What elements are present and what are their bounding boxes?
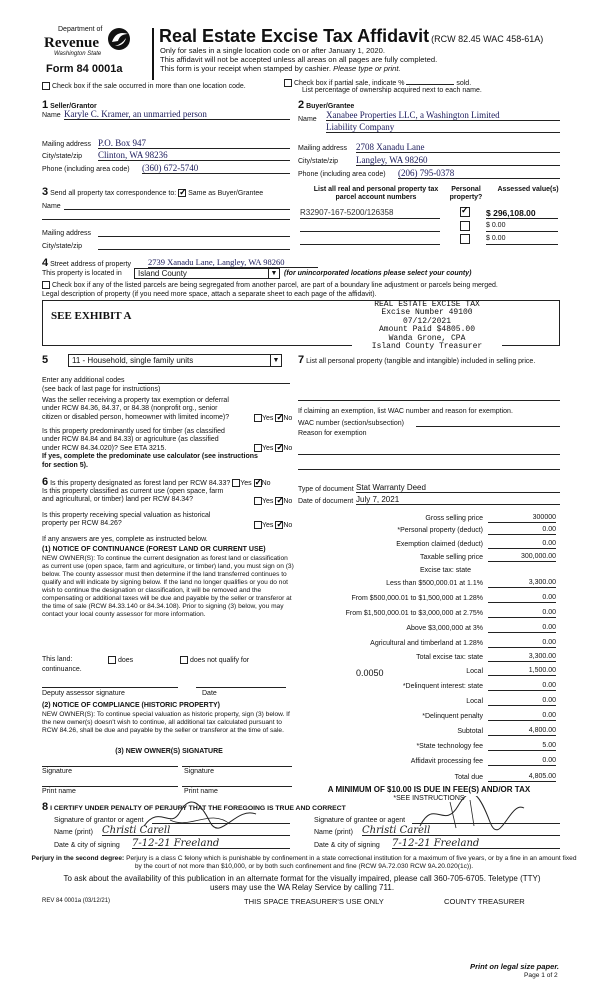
forest-no-checkbox[interactable]: [254, 479, 262, 487]
doc-type-row: Type of document Stat Warranty Deed: [298, 486, 560, 494]
grantee-signature-scribble: [410, 796, 530, 832]
subtotal-field[interactable]: 4,800.00: [488, 727, 556, 736]
seller-phone-row: Phone (including area code) (360) 672-5740: [42, 166, 290, 174]
historic-question: Is this property receiving special valuation as historical property per RCW 84.26?: [42, 512, 211, 528]
section3-mailing-row: Mailing address: [42, 230, 290, 238]
new-owner-print-2[interactable]: [182, 779, 292, 787]
minimum-note: A MINIMUM OF $10.00 IS DUE IN FEE(S) AND/OR TAX: [327, 785, 531, 794]
deputy-date-label: Date: [202, 690, 217, 697]
timber-question: Is this property predominantly used for timber (as classified under RCW 84.84 and 84.33) or agriculture (as classified under RCW 84.34.020)? See ETA 3215. If yes, complete the predominate use calculator (see instructions for section 5).: [42, 428, 258, 469]
form-number: Form 84 0001a: [46, 63, 123, 75]
legal-description-text: SEE EXHIBIT A: [51, 310, 132, 322]
current-use-yes-checkbox[interactable]: [254, 497, 262, 505]
page-title: [159, 26, 543, 48]
codes-note: (see back of last page for instructions): [42, 386, 161, 393]
section3-city-row: City/state/zip: [42, 243, 290, 251]
gross-price-row: Gross selling price 300000: [425, 514, 556, 522]
dept-state: Washington State: [54, 51, 102, 57]
penalty-row: *Delinquent penalty 0.00: [422, 712, 556, 720]
excise-state-label: Excise tax: state: [420, 567, 471, 574]
personal-row-1: [460, 207, 470, 217]
dept-name: Revenue: [44, 35, 99, 51]
new-owner-print-1[interactable]: [42, 779, 178, 787]
current-use-yes-no: Yes ✓ No: [254, 497, 292, 506]
page-number: Page 1 of 2: [524, 972, 558, 979]
partial-sale-note: List percentage of ownership acquired next to each name.: [302, 87, 482, 94]
parcel-row-1[interactable]: R32907-167-5200/126358: [300, 208, 440, 219]
seller-mailing-field[interactable]: P.O. Box 947: [98, 138, 290, 149]
buyer-name-field-1[interactable]: Xanabee Properties LLC, a Washington Limited: [326, 110, 560, 121]
buyer-name-row: Name Xanabee Properties LLC, a Washington Limited Liability Company: [298, 116, 560, 124]
parcel-row-3[interactable]: [300, 235, 440, 245]
delinquent-local-field[interactable]: 0.00: [488, 697, 556, 706]
grantor-date-row: Date & city of signing 7-12-21 Freeland: [54, 842, 290, 850]
rcw-reference: (RCW 82.45 WAC 458-61A): [431, 34, 544, 44]
if-yes-note: If any answers are yes, complete as instructed below.: [42, 536, 208, 543]
grantor-name-row: Name (print) Christi Carell: [54, 829, 290, 837]
exemption-no-checkbox[interactable]: [275, 414, 283, 422]
local-rate: 0.0050: [356, 668, 384, 678]
timber-yes-checkbox[interactable]: [254, 444, 262, 452]
revenue-swirl-icon: [106, 26, 132, 52]
tech-fee-row: *State technology fee 5.00: [416, 742, 556, 750]
grantor-signature-scribble: [140, 800, 260, 834]
grantee-date-row: Date & city of signing 7-12-21 Freeland: [314, 842, 560, 850]
buyer-mailing-row: Mailing address 2708 Xanadu Lane: [298, 145, 560, 153]
this-land-row: This land: does does not qualify for: [42, 656, 250, 664]
exempt-label: If claiming an exemption, list WAC number and reason for exemption.: [298, 408, 513, 415]
treasurer-use-label: THIS SPACE TREASURER'S USE ONLY: [244, 897, 384, 906]
segregated-checkbox[interactable]: [42, 281, 50, 289]
partial-sale-check: Check box if partial sale, indicate % sold.: [284, 78, 471, 88]
penalty-field[interactable]: 0.00: [488, 712, 556, 721]
current-use-question: Is this property classified as current use (open space, farm and agricultural, or timber) land per RCW 84.34?: [42, 488, 224, 504]
seller-name-row: Name Karyle C. Kramer, an unmarried person: [42, 112, 290, 120]
tier5-field[interactable]: 0.00: [488, 639, 556, 648]
exemption-yes-checkbox[interactable]: [254, 414, 262, 422]
tier1-field[interactable]: 3,300.00: [488, 579, 556, 588]
tier3-field[interactable]: 0.00: [488, 609, 556, 618]
section3-name-field[interactable]: [64, 201, 290, 210]
same-as-buyer-checkbox[interactable]: [178, 189, 186, 197]
section3-mailing-field[interactable]: [98, 228, 290, 237]
total-state-field[interactable]: 3,300.00: [488, 653, 556, 662]
total-due-field[interactable]: 4,805.00: [488, 773, 556, 782]
buyer-name-field-2[interactable]: Liability Company: [326, 122, 560, 133]
section3-name-row: Name: [42, 203, 290, 211]
subtotal-row: Subtotal 4,800.00: [457, 727, 556, 735]
local-tax-field[interactable]: 1,500.00: [488, 667, 556, 676]
assessed-row-3[interactable]: $ 0.00: [486, 235, 558, 245]
county-note: (for unincorporated locations please select your county): [284, 270, 472, 277]
total-state-row: Total excise tax: state 3,300.00: [416, 653, 556, 661]
tier3-row: From $1,500,000.01 to $3,000,000 at 2.75% 0.00: [345, 609, 556, 617]
delinquent-state-field[interactable]: 0.00: [488, 682, 556, 691]
header-note-2: This affidavit will not be accepted unless all areas on all pages are fully completed.: [160, 55, 438, 64]
header-note-3: This form is your receipt when stamped by cashier. Please type or print.: [160, 64, 401, 73]
assessed-col-header: Assessed value(s): [497, 186, 559, 193]
tier4-field[interactable]: 0.00: [488, 624, 556, 633]
use-code-select[interactable]: 11 - Household, single family units ▼: [68, 354, 282, 367]
tier1-row: Less than $500,000.01 at 1.1% 3,300.00: [386, 579, 556, 587]
exemption-yes-no: Yes ✓ No: [254, 414, 292, 423]
header-divider: [152, 28, 154, 80]
perjury-notice: Perjury in the second degree: Perjury is a class C felony which is punishable by confinement in a state correctional institution for a maximum of five years, or by a fine in an amount fixed by the court of not more than $10,000, or by both such confinement and fine (RCW 9A.72.030 RCW 9A.20.020(1c)).: [31, 855, 577, 871]
notice1-body: NEW OWNER(S): To continue the current designation as forest land or classification as current use (open space, farm and agriculture, or timber) land, you must sign on (3) below. The county assessor must then determine if the land transferred continues to qualify and will indicate by signing below. If the land no longer qualifies or you do not wish to continue the designation or classification, it will be removed and the compensating or additional taxes will be due and payable by the seller or transferor at the time of sale (RCW 84.33.140 or 84.34.108). Prior to signing (3) below, you may contact your local county assessor for more information.: [42, 555, 294, 619]
deputy-signature-label: Deputy assessor signature: [42, 690, 125, 697]
personal-checkbox-1[interactable]: [460, 207, 470, 217]
tech-fee-field[interactable]: 5.00: [488, 742, 556, 751]
personal-deduct-row: *Personal property (deduct) 0.00: [397, 526, 556, 534]
buyer-heading: 2 Buyer/Grantee: [298, 99, 355, 111]
signature-label-2: Signature: [184, 768, 214, 775]
treasurer-stamp: REAL ESTATE EXCISE TAX Excise Number 49100 07/12/2021 Amount Paid $4805.00 Wanda Grone, CPA Island County Treasurer: [352, 301, 502, 351]
notice1-title: (1) NOTICE OF CONTINUANCE (FOREST LAND OR CURRENT USE): [42, 546, 266, 553]
wac-number-field[interactable]: [416, 418, 560, 427]
affidavit-fee-field[interactable]: 0.00: [488, 757, 556, 766]
forest-yes-checkbox[interactable]: [232, 479, 240, 487]
personal-col-header: Personal property?: [449, 186, 483, 202]
doc-type-field[interactable]: Stat Warranty Deed: [356, 483, 560, 493]
personal-row-3: [460, 234, 470, 244]
land-does-not-checkbox[interactable]: [180, 656, 188, 664]
notice2-title: (2) NOTICE OF COMPLIANCE (HISTORIC PROPERTY): [42, 702, 220, 709]
print-name-label-2: Print name: [184, 788, 218, 795]
buyer-city-field[interactable]: Langley, WA 98260: [356, 155, 560, 166]
grantor-sig-row: Signature of grantor or agent: [54, 817, 290, 825]
buyer-phone-row: Phone (including area code) (206) 795-0378: [298, 171, 560, 179]
land-does-checkbox[interactable]: [108, 656, 116, 664]
multi-location-checkbox[interactable]: [42, 82, 50, 90]
section4-street-row: 4 Street address of property 2739 Xanadu Lane, Langley, WA 98260: [42, 257, 562, 270]
notice2-body: NEW OWNER(S): To continue special valuation as historic property, sign (3) below. If the new owner(s) doesn't wish to continue, all additional tax calculated pursuant to RCW 84.26, shall be due and payable by the seller or transferor at the time of sale.: [42, 711, 290, 735]
print-name-label-1: Print name: [42, 788, 76, 795]
historic-no-checkbox[interactable]: [275, 521, 283, 529]
buyer-phone-field[interactable]: (206) 795-0378: [398, 168, 560, 179]
grantee-name-row: Name (print) Christi Carell: [314, 829, 560, 837]
assessed-row-2[interactable]: $ 0.00: [486, 222, 558, 232]
continuance-label: continuance.: [42, 666, 82, 673]
legal-size-note: Print on legal size paper.: [470, 962, 560, 971]
section5-num: 5: [42, 354, 49, 366]
affidavit-fee-row: Affidavit processing fee 0.00: [410, 757, 556, 765]
legal-desc-label: Legal description of property (if you need more space, attach a separate sheet to each page of the affidavit).: [42, 291, 377, 298]
personal-checkbox-3[interactable]: [460, 234, 470, 244]
doc-date-field[interactable]: July 7, 2021: [356, 495, 560, 505]
personal-property-field[interactable]: [298, 393, 560, 401]
county-treasurer-label: COUNTY TREASURER: [444, 897, 525, 906]
buyer-mailing-field[interactable]: 2708 Xanadu Lane: [356, 142, 560, 153]
chevron-down-icon: ▼: [268, 269, 279, 279]
doc-date-row: Date of document July 7, 2021: [298, 498, 560, 506]
certify-row: 8 I CERTIFY UNDER PENALTY OF PERJURY THAT THE FOREGOING IS TRUE AND CORRECT: [42, 801, 346, 813]
dept-line1: Department of: [58, 26, 103, 33]
tier2-field[interactable]: 0.00: [488, 594, 556, 603]
taxable-price-row: Taxable selling price 300,000.00: [419, 553, 556, 561]
header-note-1: Only for sales in a single location code on or after January 1, 2020.: [160, 46, 385, 55]
additional-codes-field[interactable]: [138, 375, 290, 384]
tier5-row: Agricultural and timberland at 1.28% 0.00: [370, 639, 556, 647]
revision-label: REV 84 0001a (03/12/21): [42, 898, 111, 904]
grantee-sig-row: Signature of grantee or agent: [314, 817, 560, 825]
section7-label: 7 List all personal property (tangible and intangible) included in selling price.: [298, 354, 536, 366]
exemption-question: Was the seller receiving a property tax exemption or deferral under RCW 84.36, 84.37, or 84.38 (nonprofit org., senior citizen or disabled person, homeowner with limited income)?: [42, 397, 230, 421]
historic-yes-no: Yes ✓ No: [254, 521, 292, 530]
deputy-signature-field[interactable]: [42, 680, 178, 688]
signature-label-1: Signature: [42, 768, 72, 775]
accessibility-notice: To ask about the availability of this publication in an alternate format for the visually impaired, please call 360-705-6705. Teletype (TTY) users may use the WA Relay Service by calling 711.: [63, 874, 541, 893]
gross-price-field[interactable]: 300000: [488, 514, 556, 523]
see-instructions: *SEE INSTRUCTIONS: [393, 795, 465, 802]
exemption-deduct-field[interactable]: 0.00: [488, 540, 556, 549]
notice3-title: (3) NEW OWNER(S) SIGNATURE: [115, 748, 223, 755]
forest-question: 6 Is this property designated as forest land per RCW 84.33? Yes ✓ No: [42, 476, 271, 489]
section3-heading: 3 Send all property tax correspondence to: ✓ Same as Buyer/Grantee: [42, 186, 263, 199]
delinquent-local-row: Local 0.00: [466, 697, 556, 705]
county-label: This property is located in: [42, 270, 122, 277]
additional-codes-row: Enter any additional codes: [42, 377, 290, 385]
current-use-no-checkbox[interactable]: [275, 497, 283, 505]
section3-extra-line[interactable]: [42, 219, 290, 220]
grantor-date-field[interactable]: 7-12-21 Freeland: [132, 838, 290, 849]
reason-field-1[interactable]: [298, 447, 560, 455]
wac-row: WAC number (section/subsection): [298, 420, 560, 428]
partial-sale-checkbox[interactable]: [284, 79, 292, 87]
reason-label: Reason for exemption: [298, 430, 367, 437]
county-select[interactable]: Island County ▼: [134, 268, 280, 279]
assessed-row-1[interactable]: $ 296,108.00: [486, 208, 558, 219]
personal-checkbox-2[interactable]: [460, 221, 470, 231]
personal-deduct-field[interactable]: 0.00: [488, 526, 556, 535]
total-due-row: Total due 4,805.00: [454, 773, 556, 781]
tier2-row: From $500,000.01 to $1,500,000 at 1.28% 0.00: [351, 594, 556, 602]
grantee-name-field[interactable]: Christi Carell: [362, 825, 560, 836]
seller-phone-field[interactable]: (360) 672-5740: [142, 163, 290, 174]
multi-location-check: Check box if the sale occurred in more than one location code.: [42, 82, 246, 91]
delinquent-state-row: *Delinquent interest: state 0.00: [402, 682, 556, 690]
timber-yes-no: Yes ✓ No: [254, 444, 292, 453]
parcel-col-header: List all real and personal property tax parcel account numbers: [313, 186, 439, 202]
exemption-deduct-row: Exemption claimed (deduct) 0.00: [396, 540, 556, 548]
tier4-row: Above $3,000,000 at 3% 0.00: [406, 624, 556, 632]
historic-yes-checkbox[interactable]: [254, 521, 262, 529]
seller-city-row: City/state/zip Clinton, WA 98236: [42, 153, 290, 161]
seller-mailing-row: Mailing address P.O. Box 947: [42, 141, 290, 149]
grantee-date-field[interactable]: 7-12-21 Freeland: [392, 838, 560, 849]
parcel-row-2[interactable]: [300, 222, 440, 232]
seller-city-field[interactable]: Clinton, WA 98236: [98, 150, 290, 161]
local-tax-row: 0.0050 Local 1,500.00: [356, 667, 556, 678]
chevron-down-icon: ▼: [270, 355, 281, 367]
street-address-field[interactable]: 2739 Xanadu Lane, Langley, WA 98260: [148, 257, 318, 268]
grantor-name-field[interactable]: Christi Carell: [102, 825, 290, 836]
personal-row-2: [460, 221, 470, 231]
form-title: Real Estate Excise Tax Affidavit: [159, 26, 430, 46]
partial-percent-field[interactable]: [406, 78, 454, 85]
new-owner-sig-1[interactable]: [42, 759, 178, 767]
timber-no-checkbox[interactable]: [275, 444, 283, 452]
section3-city-field[interactable]: [98, 241, 290, 250]
deputy-date-field[interactable]: [196, 680, 286, 688]
new-owner-sig-2[interactable]: [182, 759, 292, 767]
seller-heading: 1 Seller/Grantor: [42, 99, 97, 111]
reason-field-2[interactable]: [298, 462, 560, 470]
buyer-city-row: City/state/zip Langley, WA 98260: [298, 158, 560, 166]
taxable-price-field[interactable]: 300,000.00: [488, 553, 556, 562]
segregated-check: Check box if any of the listed parcels are being segregated from another parcel, are part of a boundary line adjustment or parcels being merged.: [42, 281, 498, 290]
seller-name-field[interactable]: Karyle C. Kramer, an unmarried person: [64, 109, 290, 120]
